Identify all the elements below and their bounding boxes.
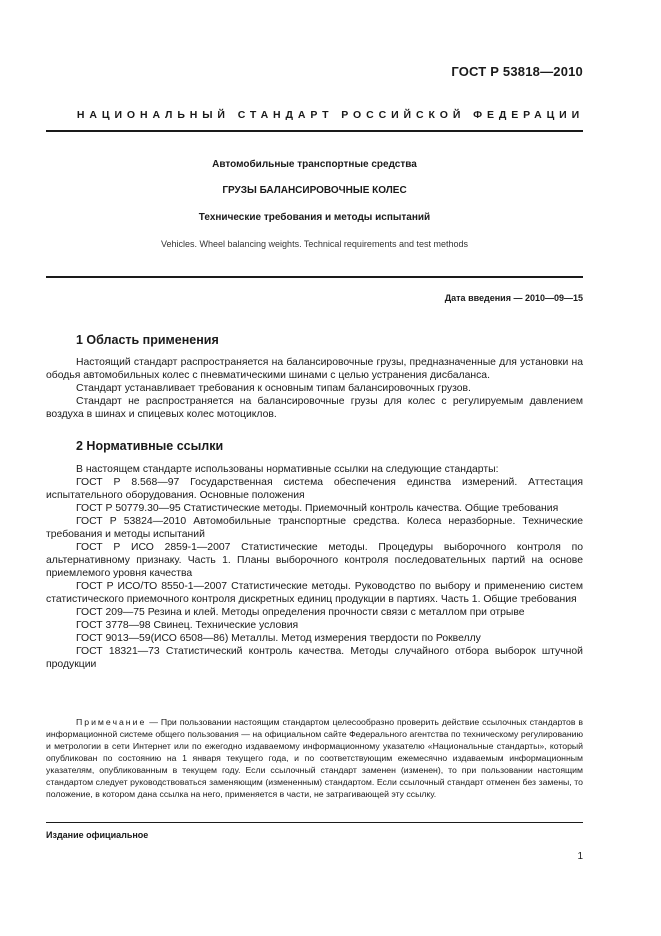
- page-number: 1: [577, 851, 583, 862]
- header-rule: [46, 130, 583, 132]
- reference-item: ГОСТ 9013—59(ИСО 6508—86) Металлы. Метод измерения твердости по Роквеллу: [76, 633, 481, 644]
- paragraph: В настоящем стандарте использованы нормативные ссылки на следующие стандарты:: [76, 464, 499, 475]
- section-2-body: [46, 463, 583, 671]
- reference-item: ГОСТ Р ИСО 2859-1—2007 Статистические методы. Процедуры выборочного контроля по альтернативному признаку. Часть 1. Планы выборочного контроля последовательных партий на основе приемлемого уровня качества: [46, 542, 583, 579]
- section-1-body: [46, 356, 583, 421]
- title-line-3: Технические требования и методы испытаний: [198, 212, 431, 223]
- note: [46, 716, 583, 800]
- reference-item: ГОСТ Р 50779.30—95 Статистические методы. Приемочный контроль качества. Общие требования: [76, 503, 559, 514]
- paragraph: Настоящий стандарт распространяется на балансировочные грузы, предназначенные для установки на ободья автомобильных колес с пневматическими шинами с целью устранения дисбаланса.: [46, 357, 583, 381]
- paragraph: Стандарт устанавливает требования к основным типам балансировочных грузов.: [76, 383, 471, 394]
- title-english: Vehicles. Wheel balancing weights. Technical requirements and test methods: [160, 239, 468, 249]
- note-paragraph: [46, 716, 583, 800]
- introduction-date: Дата введения — 2010—09—15: [444, 293, 583, 303]
- reference-item: ГОСТ Р 53824—2010 Автомобильные транспортные средства. Колеса неразборные. Технические требования и методы испытаний: [46, 516, 583, 540]
- reference-item: ГОСТ 18321—73 Статистический контроль качества. Методы случайного отбора выборок штучной продукции: [46, 646, 583, 670]
- reference-item: ГОСТ Р 8.568—97 Государственная система обеспечения единства измерений. Аттестация испытательного оборудования. Основные положения: [46, 477, 583, 501]
- note-label: Примечание: [76, 717, 147, 727]
- footer-rule: [46, 822, 583, 823]
- reference-item: ГОСТ Р ИСО/ТО 8550-1—2007 Статистические методы. Руководство по выбору и применению систем статистического приемочного контроля дискретных единиц продукции в партиях. Часть 1. Общие требования: [46, 581, 583, 605]
- paragraph: Стандарт не распространяется на балансировочные грузы для колес с регулируемым давлением воздуха в шинах и спицевых колес мотоциклов.: [46, 396, 583, 420]
- section-1-title: 1 Область применения: [76, 333, 219, 347]
- title-line-2: ГРУЗЫ БАЛАНСИРОВОЧНЫЕ КОЛЕС: [222, 185, 407, 196]
- official-edition-label: Издание официальное: [46, 830, 149, 840]
- note-text: — При пользовании настоящим стандартом целесообразно проверить действие ссылочных стандартов в информационной системе общего пользования — на официальном сайте Федерального агентства по техническому регулированию и метрологии в сети Интернет или по ежегодно издаваемому информационному указателю «Национальные стандарты», который опубликован по состоянию на 1 января текущего года, и по соответствующим ежемесячно издаваемым информационным указателям, опубликованным в текущем году. Если ссылочный стандарт заменен (изменен), то при пользовании настоящим стандартом следует руководствоваться заменяющим (измененным) стандартом. Если ссылочный стандарт отменен без замены, то положение, в котором дана ссылка на него, применяется в части, не затрагивающей эту ссылку.: [46, 717, 583, 799]
- standard-code: ГОСТ Р 53818—2010: [451, 64, 583, 79]
- title-line-1: Автомобильные транспортные средства: [212, 159, 417, 170]
- reference-item: ГОСТ 3778—98 Свинец. Технические условия: [76, 620, 299, 631]
- reference-item: ГОСТ 209—75 Резина и клей. Методы определения прочности связи с металлом при отрыве: [76, 607, 525, 618]
- section-2-title: 2 Нормативные ссылки: [76, 439, 224, 453]
- title-rule: [46, 276, 583, 278]
- national-standard-heading: НАЦИОНАЛЬНЫЙ СТАНДАРТ РОССИЙСКОЙ ФЕДЕРАЦИИ: [76, 109, 585, 121]
